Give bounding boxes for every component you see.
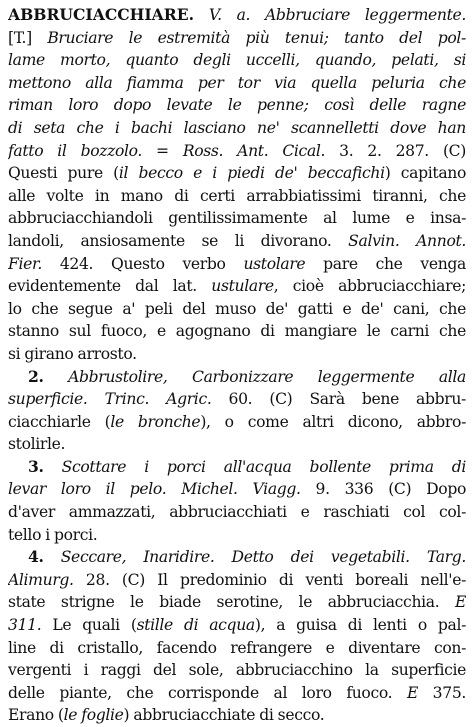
text-run: Questi pure ( [8,164,119,183]
text-run: 3. [28,456,44,476]
text-run: [T.] [8,28,48,47]
text-run: 9. 336 (C) Dopo [300,480,466,499]
text-line [8,4,466,27]
text-run: V. a. Abbruciare leggermente. [194,6,466,24]
text-line [8,614,466,637]
text-run: ), a guisa di lenti o pal- [254,616,466,635]
dictionary-entry [8,4,466,727]
text-run: il becco e i piedi de' beccafichi [118,164,385,183]
text-line [8,501,466,524]
text-run: Scottare i porci all'acqua bollente prima di [43,457,466,476]
text-line [8,478,466,501]
text-run: Ross. Ant. Cical. [182,141,326,160]
text-run: delle piante, che corrisponde al loro fuoco. [8,683,407,702]
text-line [8,637,466,660]
text-run: 2. [28,366,44,386]
text-line [8,275,466,298]
text-run: stanno sul fuoco, e agognano di mangiare le carni che [8,322,466,341]
text-line [8,140,466,163]
text-run: Le quali ( [41,616,137,635]
text-line [8,27,466,50]
text-run: alle volte in mano di certi arrabbiatissimi tiranni, che [8,186,466,205]
text-run: lame morto, quanto degli uccelli, quando, pelati, si [8,51,466,70]
text-run: Bruciare le estremità più tenui; tanto del pol- [47,28,466,47]
text-line [8,49,466,72]
text-line [8,433,466,456]
text-line [8,411,466,434]
text-line [8,546,466,569]
text-line [8,524,466,547]
text-line [8,117,466,140]
text-run: levar loro il pelo. Michel. Viagg. [8,480,301,499]
text-run: ) abbruciacchiate di secco. [123,706,325,725]
text-run: vergenti i raggi del sole, abbruciacchino la superficie [8,661,466,680]
text-run: pare che venga [305,254,466,273]
text-run: riman loro dopo levate le penne; così delle ragne [8,96,466,115]
text-run: superficie. Trinc. Agric. [8,390,212,409]
text-line [8,230,466,253]
text-run: le bronche [110,412,201,431]
text-line [8,185,466,208]
text-run: ustulare [211,277,274,296]
text-run: 424. Questo verbo [41,254,244,273]
text-run: line di cristallo, facendo refrangere e diventare con- [8,638,466,657]
text-run: Alimurg. [8,570,74,589]
text-run: tello i porci. [8,525,98,544]
text-run: ciacchiarle ( [8,412,111,431]
text-line [8,94,466,117]
text-run: Fier. [8,254,42,273]
text-line [8,366,466,389]
text-run: 375. [417,683,466,702]
text-run: si girano arrosto. [8,344,137,363]
text-run: 311. [8,616,42,635]
text-run: fatto il bozzolo. [8,141,143,160]
text-run: abbruciacchiandoli gentilissimamente al lume e insa- [8,209,466,228]
text-line [8,320,466,343]
text-run: d'aver ammazzati, abbruciacchiati e raschiati col col- [8,503,466,522]
text-run: 4. [28,547,44,567]
text-line [8,591,466,614]
text-run: lo che segue a' peli del muso de' gatti e de' cani, che [8,299,466,318]
text-run: ustolare [243,254,306,273]
text-run: landoli, ansiosamente se li divorano. [8,231,349,250]
headword: ABBRUCIACCHIARE. [8,5,195,24]
text-line [8,388,466,411]
text-run: Abbrustolire, Carbonizzare leggermente alla [43,367,466,386]
text-line [8,253,466,276]
text-line [8,456,466,479]
text-run: state strigne le biade serotine, le abbruciacchia. [8,593,455,612]
text-run: ), o come altri dicono, abbro- [200,412,466,431]
text-run: le foglie [63,706,124,725]
text-line [8,682,466,705]
text-line [8,162,466,185]
text-run: di seta che i bachi lasciano ne' scannelletti dove han [8,118,466,137]
text-run: 60. (C) Sarà bene abbru- [211,390,466,409]
text-run: stolirle. [8,435,66,454]
text-run: = [142,141,183,160]
text-run: , cioè abbruciacchiare; [273,277,466,296]
text-line [8,704,466,727]
text-line [8,659,466,682]
text-run: 28. (C) Il predominio di venti boreali nell'e- [73,570,466,589]
text-line [8,207,466,230]
text-run: 3. 2. 287. (C) [325,141,466,160]
text-run: ) capitano [384,164,466,183]
text-run: Salvin. Annot. [348,231,466,250]
text-run: evidentemente dal lat. [8,277,212,296]
text-line [8,72,466,95]
text-line [8,298,466,321]
text-run: Seccare, Inaridire. Detto dei vegetabili. Targ. [43,548,466,567]
text-line [8,569,466,592]
text-run: mettono alla fiamma per tor via quella peluria che [8,73,466,92]
text-run: stille di acqua [136,616,255,635]
text-run: E [454,593,466,612]
text-run: Erano ( [8,706,64,725]
text-line [8,343,466,366]
text-run: E [406,683,418,702]
